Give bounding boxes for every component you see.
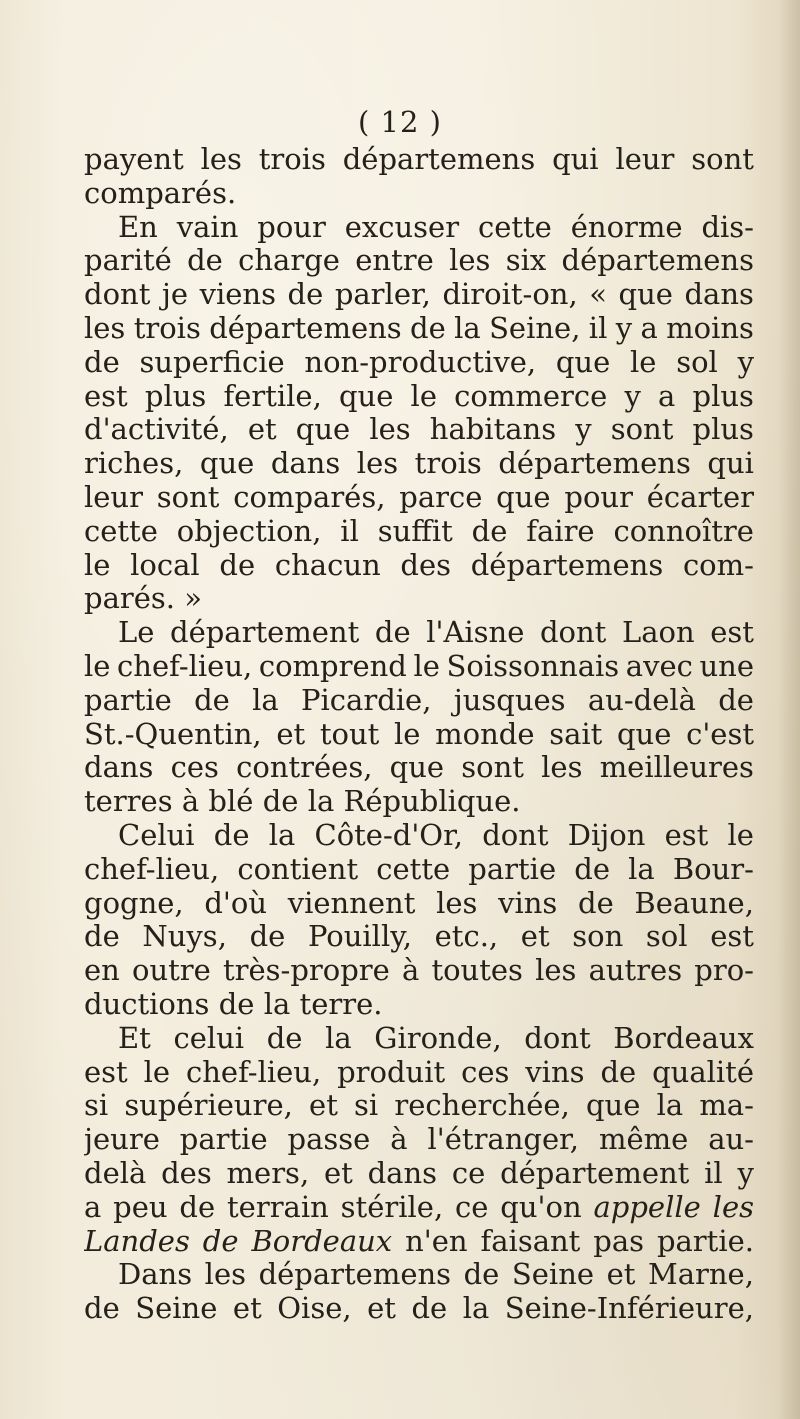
text-line xyxy=(84,211,754,245)
word: les xyxy=(535,954,577,988)
word: que xyxy=(295,413,351,447)
word: « xyxy=(589,278,607,312)
word: la xyxy=(656,1089,684,1123)
word: fertile, xyxy=(223,379,322,413)
word: le xyxy=(727,818,754,852)
text-line xyxy=(84,684,754,718)
word: dis- xyxy=(701,210,754,244)
word: leur xyxy=(84,480,143,514)
word: qui xyxy=(707,447,754,481)
word: la xyxy=(268,818,296,852)
word: parler, xyxy=(334,278,431,312)
word: Pouilly, xyxy=(307,920,412,954)
word: de xyxy=(84,920,120,954)
word: l'étranger, xyxy=(427,1123,580,1157)
word: trois xyxy=(258,143,326,176)
text-line xyxy=(84,549,754,583)
word: contrées, xyxy=(236,751,373,785)
word: dans xyxy=(684,278,754,312)
word: Côte-d'Or, xyxy=(314,818,463,852)
word: peu xyxy=(113,1190,168,1224)
word: est xyxy=(664,818,709,852)
word: que xyxy=(199,447,255,481)
text-line xyxy=(84,244,754,278)
word: blé xyxy=(208,785,254,819)
word: Bordeaux xyxy=(613,1021,754,1055)
word: Celui xyxy=(118,818,195,852)
word: diroit-on, xyxy=(442,278,578,312)
word: Seine xyxy=(511,1258,595,1292)
text-line xyxy=(84,1089,754,1123)
word: dont xyxy=(539,616,607,650)
word: à xyxy=(401,954,420,988)
word: Bordeaux xyxy=(251,1224,393,1258)
word: pro- xyxy=(694,954,754,988)
word: les xyxy=(84,311,126,345)
word: départemens xyxy=(258,1258,452,1292)
word: y xyxy=(737,1156,754,1190)
word: qualité xyxy=(652,1055,754,1089)
word: qu'on xyxy=(500,1190,582,1224)
word: au-delà xyxy=(587,683,696,717)
word: partie xyxy=(179,1123,268,1157)
word: Seine-Inférieure, xyxy=(504,1292,754,1326)
word: les xyxy=(436,886,478,920)
word: faisant xyxy=(480,1224,581,1258)
word: non-productive, xyxy=(304,345,537,379)
word: la xyxy=(462,1292,490,1326)
word: trois xyxy=(133,311,201,345)
word: qui xyxy=(552,143,599,176)
text-line xyxy=(84,785,754,819)
word: de xyxy=(213,818,250,852)
word: sol xyxy=(645,920,688,954)
word: y xyxy=(575,413,592,447)
word: partie. xyxy=(656,1224,754,1258)
word: tout xyxy=(319,717,380,751)
word: que xyxy=(585,1089,641,1123)
text-line xyxy=(84,1292,754,1326)
word: une xyxy=(699,649,754,683)
word: Dans xyxy=(118,1258,193,1292)
word: République. xyxy=(343,785,521,819)
word: la xyxy=(263,987,291,1021)
word: d'où xyxy=(204,886,268,920)
word: viennent xyxy=(287,886,416,920)
text-line xyxy=(84,143,754,177)
word: de xyxy=(218,987,255,1021)
word: Nuys, xyxy=(142,920,227,954)
word: de xyxy=(600,1055,637,1089)
word: sol xyxy=(676,345,718,379)
word: y xyxy=(624,379,641,413)
word: appelle xyxy=(593,1190,701,1224)
word: le xyxy=(413,649,440,683)
text-line xyxy=(84,988,754,1022)
word: la xyxy=(454,311,481,345)
word: de xyxy=(574,852,610,886)
text-line xyxy=(84,751,754,785)
text-line xyxy=(84,346,754,380)
word: si xyxy=(84,1089,109,1123)
word: plus xyxy=(692,379,754,413)
word: comprend xyxy=(258,649,407,683)
text-line xyxy=(84,887,754,921)
word: est xyxy=(84,1055,128,1089)
word: Soissonnais xyxy=(446,649,620,683)
word: St.-Quentin, xyxy=(84,717,262,751)
word: est xyxy=(84,379,128,413)
word: son xyxy=(572,920,624,954)
word: partie xyxy=(468,852,557,886)
word: des xyxy=(400,548,452,582)
word: que xyxy=(555,345,611,379)
word: Oise, xyxy=(277,1292,352,1326)
word: sont xyxy=(156,480,220,514)
word: Laon xyxy=(621,616,695,650)
word: il xyxy=(704,1156,723,1190)
word: riches, xyxy=(84,447,184,481)
word: de xyxy=(262,785,299,819)
word: etc., xyxy=(434,920,499,954)
word: de xyxy=(202,1224,239,1258)
word: les xyxy=(712,1190,754,1224)
word: départemens xyxy=(209,311,402,345)
word: et xyxy=(323,1156,353,1190)
word: c'est xyxy=(686,717,754,751)
word: de xyxy=(84,1292,120,1326)
word: que xyxy=(616,717,672,751)
word: très-propre xyxy=(222,954,390,988)
word: » xyxy=(184,582,202,616)
word: chacun xyxy=(274,548,381,582)
word: écarter xyxy=(646,480,754,514)
word: dont xyxy=(482,818,549,852)
word: avec xyxy=(625,649,693,683)
word: suffit xyxy=(377,514,453,548)
word: si xyxy=(354,1089,379,1123)
text-line xyxy=(84,819,754,853)
word: trois xyxy=(414,447,482,481)
word: excuser xyxy=(344,210,460,244)
word: les xyxy=(200,143,242,176)
word: pas xyxy=(593,1224,645,1258)
word: comparés, xyxy=(233,480,386,514)
word: la xyxy=(628,852,655,886)
word: la xyxy=(307,785,335,819)
word: Bour- xyxy=(672,852,754,886)
word: local xyxy=(130,548,200,582)
word: autres xyxy=(588,954,683,988)
word: au- xyxy=(708,1123,754,1157)
word: ces xyxy=(461,1055,510,1089)
word: et xyxy=(520,920,550,954)
word: Gironde, xyxy=(374,1021,502,1055)
word: ma- xyxy=(699,1089,754,1123)
word: départemens xyxy=(470,548,664,582)
word: de xyxy=(179,1190,216,1224)
word: faire xyxy=(526,514,595,548)
word: gogne, xyxy=(84,886,184,920)
word: de xyxy=(578,886,614,920)
word: recherchée, xyxy=(394,1089,570,1123)
word: plus xyxy=(144,379,207,413)
word: Landes xyxy=(84,1224,190,1258)
word: départemens xyxy=(498,447,691,481)
word: dans xyxy=(270,447,341,481)
word: sont xyxy=(691,143,754,176)
word: la xyxy=(252,683,279,717)
word: et xyxy=(232,1292,262,1326)
page-edge-shadow xyxy=(778,0,800,1419)
word: plus xyxy=(692,413,754,447)
text-line xyxy=(84,1191,754,1225)
word: que xyxy=(389,751,445,785)
text-line xyxy=(84,177,754,211)
word: Seine xyxy=(135,1292,218,1326)
word: commerce xyxy=(454,379,608,413)
text-line xyxy=(84,1123,754,1157)
word: mers, xyxy=(226,1156,310,1190)
text-line xyxy=(84,481,754,515)
word: sont xyxy=(610,413,674,447)
word: le xyxy=(410,379,437,413)
word: y xyxy=(737,345,754,379)
word: que xyxy=(496,480,551,514)
word: vain xyxy=(176,210,239,244)
word: que xyxy=(338,379,394,413)
word: et xyxy=(606,1258,636,1292)
word: leur xyxy=(615,143,675,176)
word: de xyxy=(463,1258,500,1292)
word: terre. xyxy=(299,987,383,1021)
word: Marne, xyxy=(648,1258,754,1292)
text-line xyxy=(84,582,754,616)
word: chef-lieu, xyxy=(185,1055,322,1089)
text-line xyxy=(84,853,754,887)
text-line xyxy=(84,1157,754,1191)
word: dans xyxy=(367,1156,438,1190)
word: Picardie, xyxy=(301,683,432,717)
word: comparés. xyxy=(84,176,237,210)
word: terrain xyxy=(227,1190,329,1224)
text-line xyxy=(84,413,754,447)
text-line xyxy=(84,1225,754,1259)
word: de xyxy=(718,683,754,717)
text-line xyxy=(84,920,754,954)
word: département xyxy=(170,616,360,650)
word: d'activité, xyxy=(84,413,229,447)
word: énorme xyxy=(570,210,683,244)
word: les xyxy=(356,447,399,481)
word: le xyxy=(143,1055,171,1089)
word: superficie xyxy=(139,345,285,379)
word: de xyxy=(219,548,256,582)
word: passe xyxy=(287,1123,371,1157)
text-line xyxy=(84,650,754,684)
word: ductions xyxy=(84,987,210,1021)
word: partie xyxy=(84,683,172,717)
word: parité xyxy=(84,244,172,278)
word: com- xyxy=(682,548,754,582)
text-line xyxy=(84,515,754,549)
word: celui xyxy=(173,1021,245,1055)
word: il xyxy=(588,311,608,345)
word: jusques xyxy=(453,683,566,717)
word: départemens xyxy=(342,143,536,176)
word: le xyxy=(84,548,111,582)
word: n'en xyxy=(405,1224,468,1258)
word: ce xyxy=(451,1156,486,1190)
text-line xyxy=(84,278,754,312)
word: et xyxy=(276,717,306,751)
word: monde xyxy=(435,717,535,751)
word: le xyxy=(630,345,657,379)
word: viens xyxy=(199,278,276,312)
text-line xyxy=(84,380,754,414)
word: six xyxy=(505,244,547,278)
word: sont xyxy=(461,751,524,785)
word: objection, xyxy=(176,514,322,548)
word: contient xyxy=(237,852,359,886)
word: habitans xyxy=(429,413,557,447)
word: l'Aisne xyxy=(426,616,525,650)
word: et xyxy=(247,413,277,447)
word: vins xyxy=(525,1055,585,1089)
word: meilleures xyxy=(599,751,754,785)
word: dont xyxy=(524,1021,591,1055)
word: stérile, xyxy=(340,1190,444,1224)
word: que xyxy=(618,278,673,312)
word: dont xyxy=(84,278,151,312)
word: est xyxy=(710,616,754,650)
word: delà xyxy=(84,1156,147,1190)
word: a xyxy=(658,379,676,413)
word: Et xyxy=(118,1021,151,1055)
word: de xyxy=(287,278,324,312)
word: Beaune, xyxy=(634,886,754,920)
word: sait xyxy=(549,717,603,751)
word: à xyxy=(181,785,200,819)
word: terres xyxy=(84,785,173,819)
word: vins xyxy=(498,886,558,920)
word: entre xyxy=(355,244,434,278)
word: charge xyxy=(238,244,340,278)
word: dans xyxy=(84,751,154,785)
word: le xyxy=(84,649,111,683)
word: Le xyxy=(118,616,155,650)
word: ce xyxy=(455,1190,489,1224)
text-line xyxy=(84,312,754,346)
word: est xyxy=(710,920,754,954)
page-number: ( 12 ) xyxy=(358,105,442,139)
word: toutes xyxy=(431,954,523,988)
word: je xyxy=(161,278,189,312)
text-line xyxy=(84,718,754,752)
word: les xyxy=(204,1258,246,1292)
word: des xyxy=(161,1156,212,1190)
word: départemens xyxy=(561,244,754,278)
word: pour xyxy=(257,210,326,244)
word: de xyxy=(187,244,223,278)
word: de xyxy=(411,1292,448,1326)
word: moins xyxy=(666,311,754,345)
word: pour xyxy=(564,480,633,514)
word: chef-lieu, xyxy=(117,649,253,683)
word: a xyxy=(640,311,658,345)
word: outre xyxy=(132,954,211,988)
word: cette xyxy=(84,514,158,548)
word: de xyxy=(374,616,411,650)
word: parés. xyxy=(84,582,175,616)
word: de xyxy=(266,1021,303,1055)
word: et xyxy=(367,1292,396,1326)
word: jeure xyxy=(84,1123,160,1157)
word: cette xyxy=(376,852,451,886)
word: connoître xyxy=(613,514,754,548)
body-text xyxy=(84,143,754,1326)
word: de xyxy=(410,311,446,345)
word: les xyxy=(449,244,491,278)
word: Dijon xyxy=(567,818,646,852)
word: parce xyxy=(399,480,483,514)
word: les xyxy=(541,751,583,785)
word: même xyxy=(598,1123,689,1157)
word: il xyxy=(340,514,359,548)
word: ces xyxy=(170,751,219,785)
word: En xyxy=(118,210,158,244)
word: produit xyxy=(337,1055,446,1089)
word: chef-lieu, xyxy=(84,852,220,886)
text-line xyxy=(84,1056,754,1090)
word: Seine, xyxy=(489,311,581,345)
word: la xyxy=(325,1021,352,1055)
word: de xyxy=(471,514,508,548)
word: à xyxy=(390,1123,408,1157)
word: et xyxy=(309,1089,338,1123)
text-line xyxy=(84,447,754,481)
word: cette xyxy=(477,210,552,244)
text-line xyxy=(84,1022,754,1056)
text-line xyxy=(84,954,754,988)
word: payent xyxy=(84,143,184,176)
text-line xyxy=(84,1258,754,1292)
word: les xyxy=(369,413,411,447)
word: a xyxy=(84,1190,102,1224)
word: de xyxy=(249,920,286,954)
text-line xyxy=(84,616,754,650)
word: le xyxy=(394,717,421,751)
word: de xyxy=(194,683,230,717)
word: département xyxy=(500,1156,690,1190)
word: en xyxy=(84,954,120,988)
word: y xyxy=(615,311,633,345)
word: supérieure, xyxy=(124,1089,293,1123)
word: de xyxy=(84,345,120,379)
